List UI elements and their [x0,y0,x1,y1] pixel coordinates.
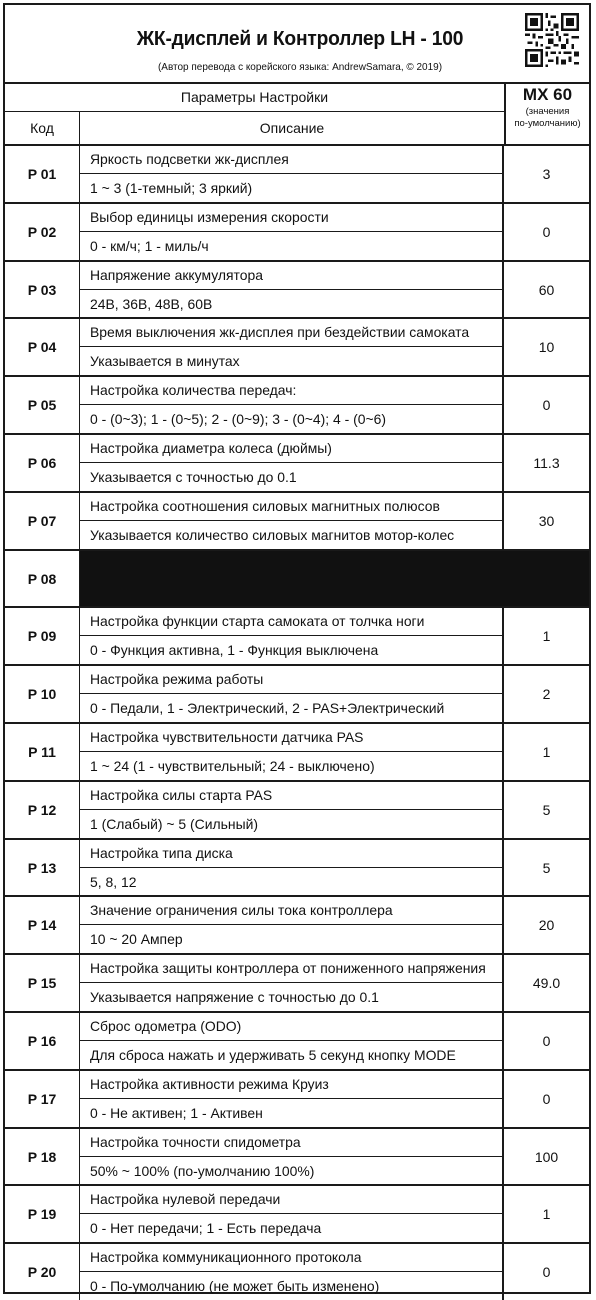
parameter-description [80,146,504,202]
parameter-range: 1 ~ 24 (1 - чувствительный; 24 - выключено) [90,758,375,774]
parameter-range: 1 ~ 3 (1-темный; 3 яркий) [90,180,253,196]
parameter-description [80,1013,504,1069]
default-value: 3 [542,166,551,182]
parameter-range: Указывается в минутах [90,353,240,370]
table-row [5,1127,589,1185]
table-row [5,375,589,433]
parameter-range: 1 (Слабый) ~ 5 (Сильный) [90,815,258,832]
table-row [5,722,589,780]
parameter-range: 0 - (0~3); 1 - (0~5); 2 - (0~9); 3 - (0~4); 4 - (0~6) [90,411,386,428]
parameter-title: Настройка активности режима Круиз [80,1071,502,1099]
parameter-title: Настройка функции старта самоката от толчка ноги [80,608,502,636]
parameter-code: P 13 [5,840,80,896]
parameter-description [80,724,504,780]
parameter-code: P 08 [5,551,80,607]
parameter-description [80,493,504,549]
table-row [5,549,589,607]
parameter-range: 10 ~ 20 Ампер [90,931,183,948]
table-row [5,1242,589,1300]
parameter-title: Настройка соотношения силовых магнитных полюсов [80,493,502,521]
default-values-note [514,106,580,130]
default-values-note-line2: по-умолчанию) [514,118,581,129]
parameter-range: 0 - Нет передачи; 1 - Есть передача [90,1220,322,1237]
parameter-range: 0 - км/ч; 1 - миль/ч [90,237,209,254]
parameter-title: Настройка режима работы [80,666,502,694]
parameter-title: Время выключения жк-дисплея при бездействии самоката [80,319,502,347]
table-header [5,82,589,144]
default-value: 0 [542,1090,551,1107]
settings-sheet [3,3,591,1294]
page-title: ЖК-дисплей и Контроллер LH - 100 [136,28,464,50]
parameter-code: P 02 [5,204,80,260]
parameter-title: Настройка силы старта PAS [80,782,502,810]
parameter-range: 5, 8, 12 [90,873,137,890]
params-header: Параметры Настройки [5,82,504,112]
parameter-description [80,1186,504,1242]
parameter-range: Для сброса нажать и удерживать 5 секунд кнопку MODE [90,1047,456,1063]
table-row [5,144,589,202]
parameter-description [80,1071,504,1127]
parameter-description [80,608,504,664]
default-value: 60 [538,281,555,298]
default-value: 0 [542,1033,551,1049]
parameter-title: Настройка чувствительности датчика PAS [80,724,502,752]
parameter-description [80,319,504,375]
default-value: 100 [534,1148,559,1165]
parameter-title: Настройка коммуникационного протокола [80,1244,502,1272]
default-value: 30 [538,512,555,529]
parameter-code: P 01 [5,146,80,202]
default-value: 1 [542,744,551,760]
parameter-code: P 16 [5,1013,80,1069]
parameter-description [80,262,504,318]
parameter-range: 0 - Не активен; 1 - Активен [90,1104,263,1121]
parameter-description [80,435,504,491]
parameter-range: 0 - По-умолчанию (не может быть изменено) [90,1278,380,1295]
parameter-code: P 04 [5,319,80,375]
table-row [5,838,589,896]
parameter-code: P 17 [5,1071,80,1127]
parameter-range: Указывается с точностью до 0.1 [90,469,297,485]
table-row [5,1011,589,1069]
parameter-code: P 11 [5,724,80,780]
parameter-description [80,666,504,722]
default-value: 10 [538,339,555,356]
table-row [5,606,589,664]
parameter-title: Настройка точности спидометра [80,1129,502,1157]
parameter-title: Настройка типа диска [80,840,502,868]
parameter-code: P 15 [5,955,80,1011]
model-name: MX 60 [522,85,573,104]
default-value: 0 [542,223,551,240]
parameter-title: Напряжение аккумулятора [80,262,502,290]
translator-credit: (Автор перевода с корейского языка: AndrewSamara, © 2019) [157,61,443,73]
table-row [5,317,589,375]
parameter-description [80,840,504,896]
parameter-code: P 03 [5,262,80,318]
description-column-header: Описание [259,120,325,136]
parameter-description [80,377,504,433]
table-row [5,202,589,260]
parameter-code: P 19 [5,1186,80,1242]
table-row [5,1069,589,1127]
default-value: 1 [542,1206,551,1223]
parameter-description [80,1244,504,1300]
default-value: 5 [542,801,551,818]
parameter-code: P 18 [5,1129,80,1185]
parameter-range: 50% ~ 100% (по-умолчанию 100%) [90,1162,315,1179]
table-row [5,433,589,491]
parameter-code: P 14 [5,897,80,953]
default-value: 0 [542,1264,551,1281]
parameter-code: P 12 [5,782,80,838]
parameter-description [80,1129,504,1185]
table-row [5,491,589,549]
parameter-title: Сброс одометра (ODO) [80,1013,502,1041]
parameter-title: Яркость подсветки жк-дисплея [80,146,502,174]
default-value: 5 [542,859,551,876]
parameter-code: P 05 [5,377,80,433]
table-row [5,664,589,722]
table-row [5,260,589,318]
parameter-description [80,897,504,953]
reserved-blackout [80,551,589,607]
parameter-title: Настройка защиты контроллера от пониженного напряжения [80,955,502,983]
parameter-title: Значение ограничения силы тока контроллера [80,897,502,925]
table-row [5,895,589,953]
default-value: 20 [538,917,555,934]
parameter-title: Настройка количества передач: [80,377,502,405]
qr-code-icon [525,13,579,67]
default-value: 49.0 [532,975,561,992]
parameter-code: P 10 [5,666,80,722]
default-value: 11.3 [533,455,560,471]
default-value: 0 [542,397,551,414]
parameter-title: Настройка диаметра колеса (дюймы) [80,435,502,463]
parameter-range: 24В, 36В, 48В, 60В [90,295,213,312]
table-row [5,953,589,1011]
default-value: 2 [542,686,551,703]
parameter-title: Выбор единицы измерения скорости [80,204,502,232]
parameter-range: 0 - Функция активна, 1 - Функция выключена [90,642,379,659]
default-values-note-line1: (значения [525,106,570,117]
code-column-header: Код [5,112,80,144]
parameter-range: Указывается напряжение с точностью до 0.1 [90,989,379,1006]
parameter-range: Указывается количество силовых магнитов мотор-колес [90,526,455,543]
table-row [5,780,589,838]
table-row [5,1184,589,1242]
parameter-description [80,204,504,260]
parameter-code: P 07 [5,493,80,549]
parameter-title: Настройка нулевой передачи [80,1186,502,1214]
default-value: 1 [542,628,551,645]
parameter-code: P 20 [5,1244,80,1300]
parameter-code: P 06 [5,435,80,491]
parameter-description [80,782,504,838]
parameter-range: 0 - Педали, 1 - Электрический, 2 - PAS+Электрический [90,700,445,717]
model-column-header [504,82,589,144]
parameter-description [80,955,504,1011]
document-header [5,5,589,84]
parameter-code: P 09 [5,608,80,664]
